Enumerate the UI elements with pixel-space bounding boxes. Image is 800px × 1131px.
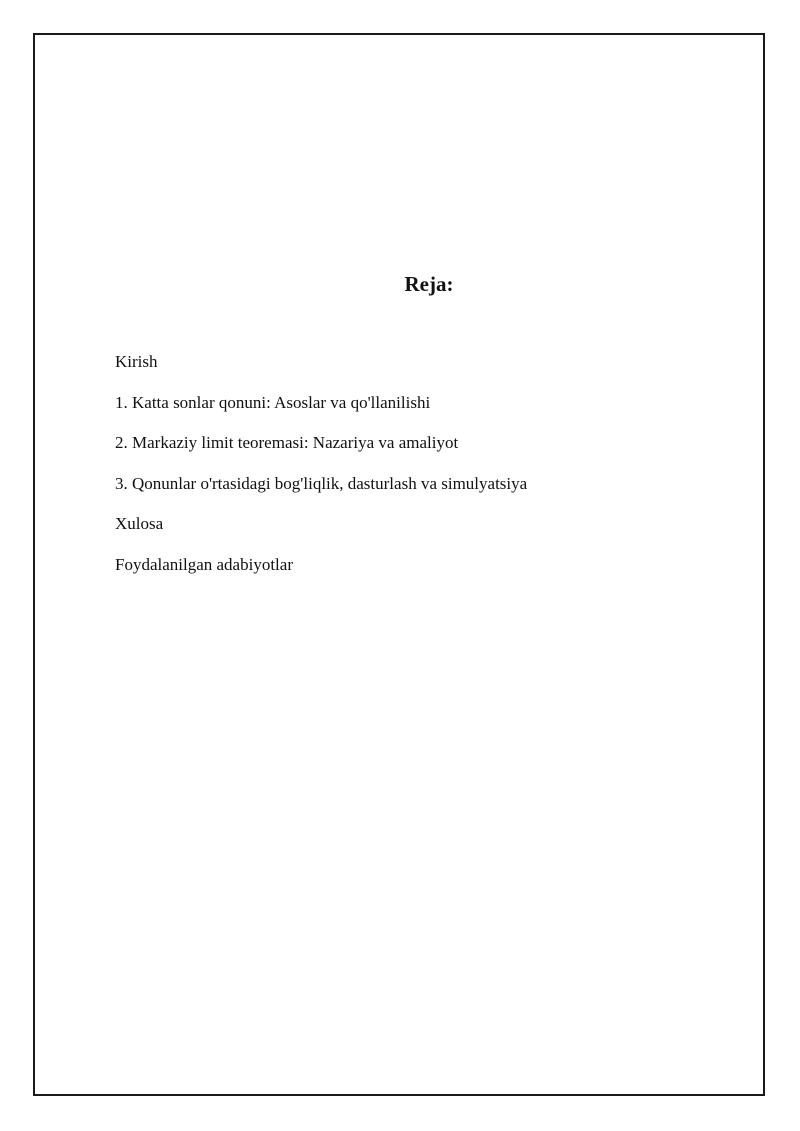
page-title: Reja:: [404, 272, 454, 296]
toc-item-3: 3. Qonunlar o'rtasidagi bog'liqlik, dasturlash va simulyatsiya: [115, 473, 528, 493]
toc-item-conclusion: Xulosa: [115, 514, 164, 534]
toc-item-intro: Kirish: [115, 352, 158, 371]
table-of-contents: [115, 351, 527, 595]
toc-item-references: Foydalanilgan adabiyotlar: [115, 554, 293, 574]
toc-item-1: 1. Katta sonlar qonuni: Asoslar va qo'llanilishi: [115, 392, 431, 412]
toc-item-2: 2. Markaziy limit teoremasi: Nazariya va amaliyot: [115, 433, 459, 453]
